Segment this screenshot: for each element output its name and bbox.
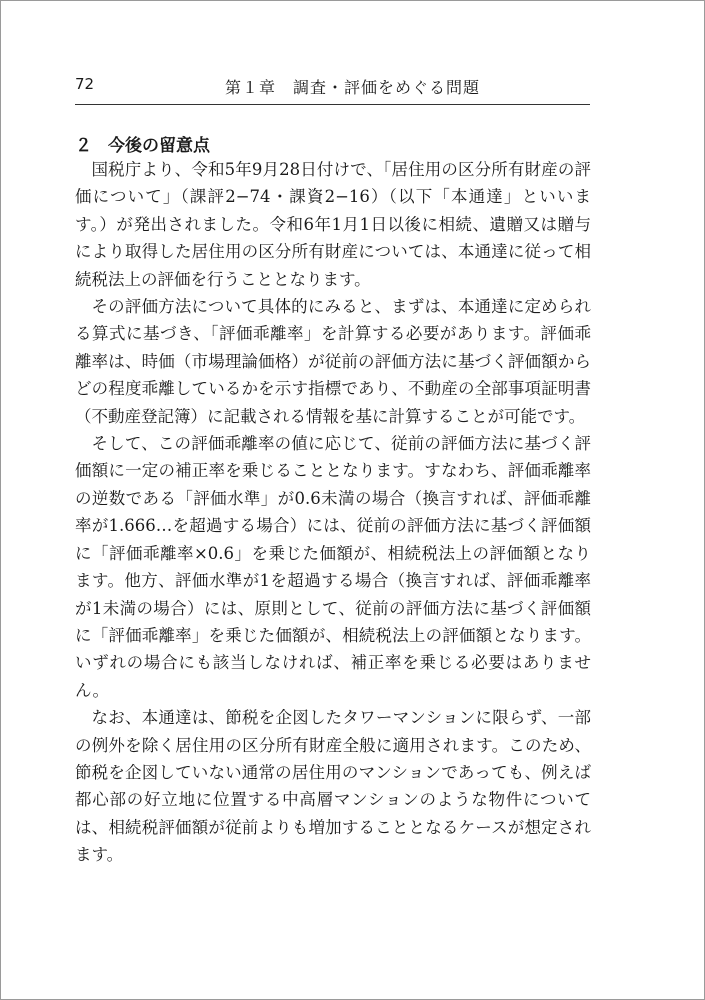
section-number: ２: [75, 136, 92, 156]
body-text: [75, 156, 591, 869]
page-number: 72: [75, 75, 95, 93]
paragraph: なお、本通達は、節税を企図したタワーマンションに限らず、一部の例外を除く居住用の区分所有財産全般に適用されます。このため、節税を企図していない通常の居住用のマンションであっても、例えば都心部の好立地に位置する中高層マンションのような物件については、相続税評価額が従前よりも増加することとなるケースが想定されます。: [75, 708, 591, 865]
chapter-title: 第１章 調査・評価をめぐる問題: [225, 78, 481, 97]
header-divider: [75, 104, 590, 105]
paragraph: そして、この評価乖離率の値に応じて、従前の評価方法に基づく評価額に一定の補正率を乗じることとなります。すなわち、評価乖離率の逆数である「評価水準」が0.6未満の場合（換言すれば、評価乖離率が1.666…を超過する場合）には、従前の評価方法に基づく評価額に「評価乖離率×0.6」を乗じた価額が、相続税法上の評価額となります。他方、評価水準が1を超過する場合（換言すれば、評価乖離率が1未満の場合）には、原則として、従前の評価方法に基づく評価額に「評価乖離率」を乗じた価額が、相続税法上の評価額となります。いずれの場合にも該当しなければ、補正率を乗じる必要はありません。: [75, 434, 591, 700]
paragraph: 国税庁より、令和5年9月28日付けで、「居住用の区分所有財産の評価について」（課評2−74・課資2−16）（以下「本通達」といいます。）が発出されました。令和6年1月1日以後に相続、遺贈又は贈与により取得した居住用の区分所有財産については、本通達に従って相続税法上の評価を行うこととなります。: [75, 160, 591, 289]
running-header: [75, 75, 591, 101]
section-title: 今後の留意点: [108, 136, 210, 156]
paragraph: その評価方法について具体的にみると、まずは、本通達に定められる算式に基づき、「評価乖離率」を計算する必要があります。評価乖離率は、時価（市場理論価格）が従前の評価方法に基づく評価額からどの程度乖離しているかを示す指標であり、不動産の全部事項証明書（不動産登記簿）に記載される情報を基に計算することが可能です。: [75, 297, 591, 426]
section-heading: [75, 131, 210, 156]
